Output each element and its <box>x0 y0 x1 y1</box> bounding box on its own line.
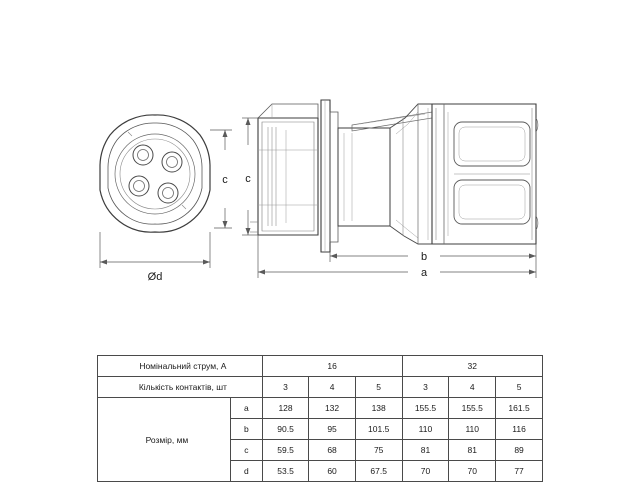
table-row-contacts <box>98 377 543 398</box>
dimension-value: 67.5 <box>355 461 402 482</box>
label-c-front: c <box>222 174 228 186</box>
dimension-value: 53.5 <box>262 461 309 482</box>
table-row-dimension-a <box>98 398 543 419</box>
dimension-b <box>330 244 536 262</box>
table-row-current <box>98 356 543 377</box>
dimension-value: 77 <box>496 461 543 482</box>
dimension-value: 128 <box>262 398 309 419</box>
specification-table <box>97 355 543 482</box>
current-group-32: 32 <box>402 356 542 377</box>
contacts-cell: 3 <box>262 377 309 398</box>
row-header-contacts: Кількість контактів, шт <box>98 377 263 398</box>
label-diameter-d: Ød <box>147 271 163 283</box>
dimension-value: 70 <box>402 461 449 482</box>
dimension-value: 101.5 <box>355 419 402 440</box>
dimension-d <box>100 232 210 268</box>
label-c-side: c <box>245 173 251 185</box>
contact-holes <box>129 145 182 203</box>
dimension-value: 110 <box>449 419 496 440</box>
row-header-size: Розмір, мм <box>98 398 231 482</box>
dimension-value: 155.5 <box>449 398 496 419</box>
contacts-cell: 5 <box>355 377 402 398</box>
dimension-value: 59.5 <box>262 440 309 461</box>
dimension-value: 70 <box>449 461 496 482</box>
dimension-value: 95 <box>309 419 355 440</box>
label-b: b <box>420 251 428 263</box>
dimension-value: 155.5 <box>402 398 449 419</box>
side-view-plug-body <box>258 100 538 252</box>
dimension-value: 68 <box>309 440 355 461</box>
dimension-value: 90.5 <box>262 419 309 440</box>
current-group-16: 16 <box>262 356 402 377</box>
dimension-value: 81 <box>449 440 496 461</box>
dimension-value: 75 <box>355 440 402 461</box>
dimension-value: 116 <box>496 419 543 440</box>
dimension-value: 89 <box>496 440 543 461</box>
dimension-value: 110 <box>402 419 449 440</box>
row-header-current: Номінальний струм, А <box>98 356 263 377</box>
dimension-value: 138 <box>355 398 402 419</box>
dimension-value: 81 <box>402 440 449 461</box>
dimension-name: d <box>230 461 262 482</box>
dimension-c-front <box>210 130 232 228</box>
dimension-value: 60 <box>309 461 355 482</box>
dimension-value: 132 <box>309 398 355 419</box>
dimension-name: a <box>230 398 262 419</box>
front-view-plug-face <box>100 115 210 232</box>
label-a: a <box>420 267 428 279</box>
dimension-name: c <box>230 440 262 461</box>
contacts-cell: 3 <box>402 377 449 398</box>
contacts-cell: 5 <box>496 377 543 398</box>
dimension-a <box>258 235 536 278</box>
dimension-value: 161.5 <box>496 398 543 419</box>
contacts-cell: 4 <box>449 377 496 398</box>
dimension-name: b <box>230 419 262 440</box>
contacts-cell: 4 <box>309 377 355 398</box>
